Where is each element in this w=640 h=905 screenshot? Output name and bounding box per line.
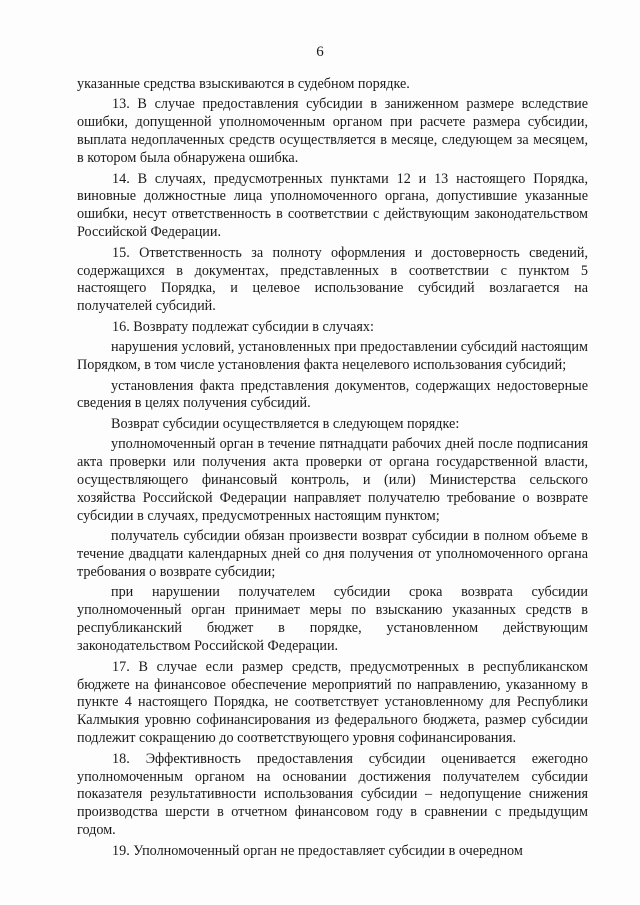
paragraph-item-19: 19. Уполномоченный орган не предоставляет субсидии в очередном [112, 842, 523, 859]
document-body [77, 76, 588, 863]
paragraph-item-17: 17. В случае если размер средств, предусмотренных в республиканском бюджете на финансовое обеспечение мероприятий по направлению, указанному в пункте 4 настоящего Порядка, не соответствует установленному для Республики Калмыкия уровню софинансирования из федерального бюджета, размер субсидии подлежит сокращению до соответствующего уровня софинансирования. [77, 658, 588, 747]
paragraph-item-13: 13. В случае предоставления субсидии в заниженном размере вследствие ошибки, допущенной уполномоченным органом при расчете размера субсидии, выплата недоплаченных средств осуществляется в месяце, следующем за месяцем, в котором была обнаружена ошибка. [77, 96, 588, 167]
paragraph-item-15: 15. Ответственность за полноту оформления и достоверность сведений, содержащихся в документах, представленных в соответствии с пунктом 5 настоящего Порядка, и целевое использование субсидий возлагается на получателей субсидий. [77, 244, 588, 315]
paragraph-return-procedure: Возврат субсидии осуществляется в следующем порядке: [111, 415, 460, 432]
paragraph-case-violation: нарушения условий, установленных при предоставлении субсидий настоящим Порядком, в том числе установления факта нецелевого использования субсидий; [77, 339, 588, 374]
paragraph-case-false-info: установления факта представления документов, содержащих недостоверные сведения в целях получения субсидий. [77, 377, 588, 412]
paragraph-item-14: 14. В случаях, предусмотренных пунктами 12 и 13 настоящего Порядка, виновные должностные лица уполномоченного органа, допустившие указанные ошибки, несут ответственность в соответствии с действующим законодательством Российской Федерации. [77, 170, 588, 241]
paragraph-continuation: указанные средства взыскиваются в судебном порядке. [77, 76, 410, 92]
paragraph-return-step-3: при нарушении получателем субсидии срока возврата субсидии уполномоченный орган принимает меры по взысканию указанных средств в республиканский бюджет в порядке, установленном действующим законодательством Российской Федерации. [77, 584, 588, 655]
paragraph-item-18: 18. Эффективность предоставления субсидии оценивается ежегодно уполномоченным органом на основании достижения получателем субсидии показателя результативности использования субсидии – недопущение снижения производства шерсти в отчетном финансовом году в сравнении с предыдущим годом. [77, 750, 588, 839]
paragraph-item-16: 16. Возврату подлежат субсидии в случаях: [112, 318, 374, 335]
paragraph-return-step-1: уполномоченный орган в течение пятнадцати рабочих дней после подписания акта проверки или получения акта проверки от органа государственной власти, осуществляющего финансовый контроль, и (или) Министерства сельского хозяйства Российской Федерации направляет получателю требование о возврате субсидии в случаях, предусмотренных настоящим пунктом; [77, 436, 588, 524]
page-number: 6 [316, 44, 324, 60]
paragraph-return-step-2: получатель субсидии обязан произвести возврат субсидии в полном объеме в течение двадцати календарных дней со дня получения от уполномоченного органа требования о возврате субсидии; [77, 528, 588, 581]
